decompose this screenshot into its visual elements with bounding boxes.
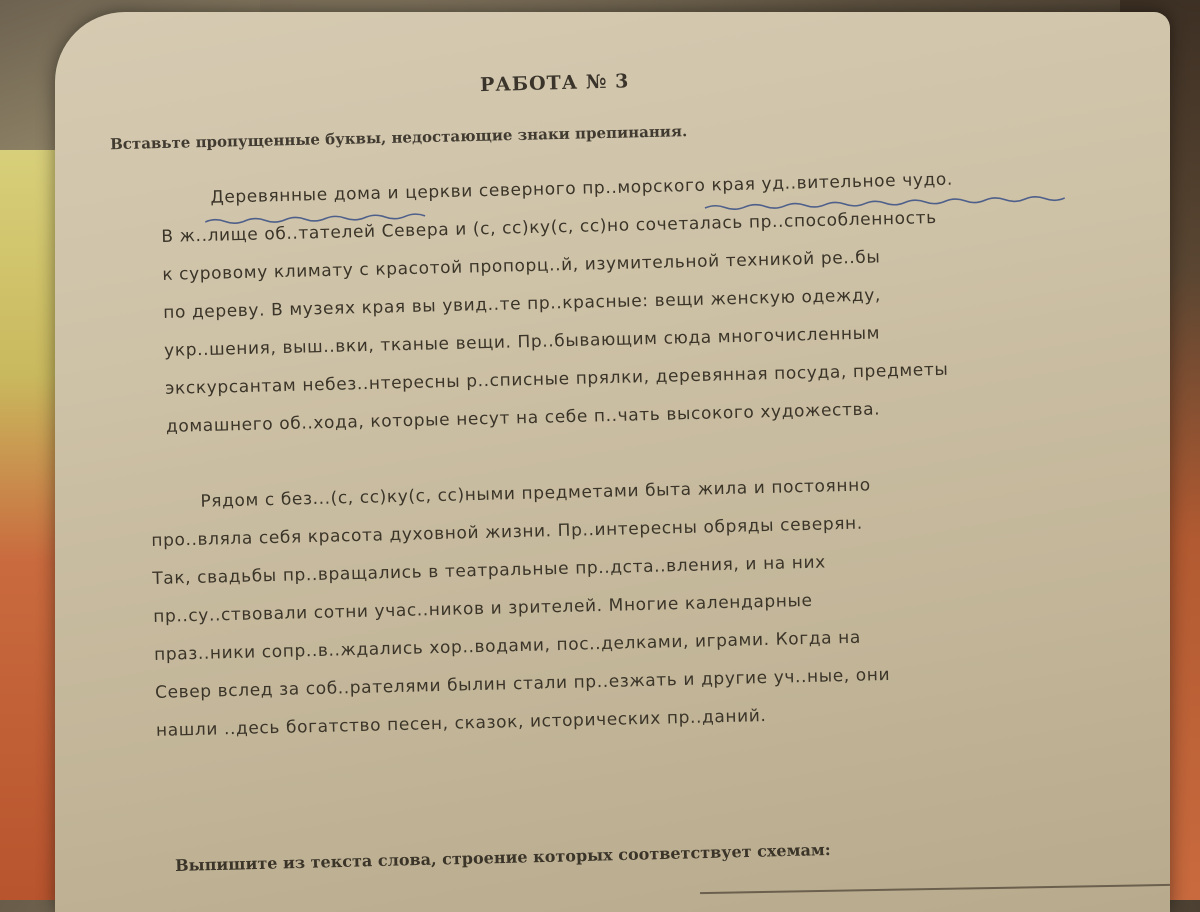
text-line: Так, свадьбы пр..вращались в театральные пр..дста..вления, и на них [152, 552, 827, 589]
text-line: домашнего об..хода, которые несут на себе п..чать высокого художества. [165, 399, 881, 437]
text-line: нашли ..десь богатство песен, сказок, исторических пр..даний. [155, 706, 767, 741]
text-line: Деревянные дома и церкви северного пр..морского края уд..вительное чудо. [210, 169, 954, 208]
text-line: пр..су..ствовали сотни учас..ников и зрителей. Многие календарные [153, 590, 813, 627]
text-line: по дереву. В музеях края вы увид..те пр..красные: вещи женскую одежду, [163, 285, 882, 323]
text-line: экскурсантам небез..нтересны р..списные прялки, деревянная посуда, предметы [164, 359, 949, 399]
text-line: В ж..лище об..тателей Севера и (с, сс)ку(с, сс)но сочеталась пр..способленность [161, 208, 937, 247]
task-text: Выпишите из текста слова, строение которых соответствует схемам: [174, 839, 831, 875]
text-line: Север вслед за соб..рателями былин стали пр..езжать и другие уч..ные, они [154, 664, 891, 703]
instruction-text: Вставьте пропущенные буквы, недостающие знаки препинания. [109, 122, 688, 154]
text-line: укр..шения, выш..вки, тканые вещи. Пр..бывающим сюда многочисленным [163, 323, 881, 361]
text-line: праз..ники сопр..в..ждались хор..водами, пос..делками, играми. Когда на [153, 627, 862, 665]
text-line: Рядом с без...(с, сс)ку(с, сс)ными предметами быта жила и постоянно [200, 475, 872, 512]
text-paragraph-2 [150, 461, 1106, 750]
page-title: РАБОТА № 3 [479, 70, 630, 97]
text-line: к суровому климату с красотой пропорц..й, изумительной техникой ре..бы [162, 247, 881, 285]
text-line: про..вляла себя красота духовной жизни. Пр..интересны обряды северян. [151, 513, 864, 551]
text-paragraph-1 [160, 157, 1116, 446]
